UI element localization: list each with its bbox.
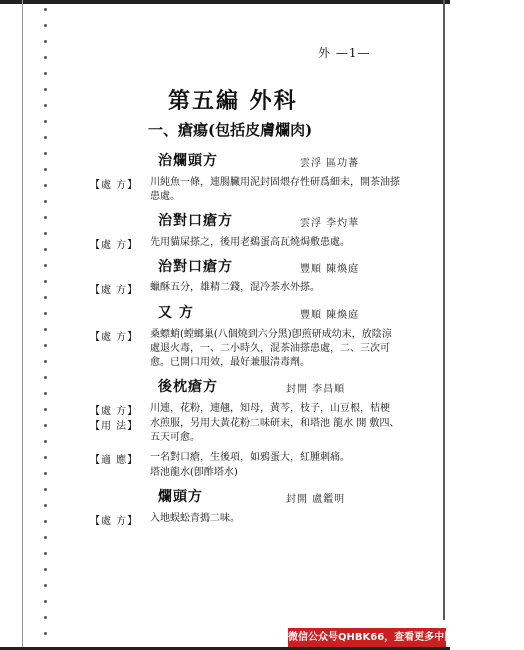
- entry-title: 治爛頭方: [158, 153, 218, 169]
- binding-hole: [44, 200, 47, 203]
- binding-hole: [44, 312, 47, 315]
- top-border: [0, 0, 450, 4]
- binding-hole: [44, 88, 47, 91]
- prescription-text: 入地蜈蚣青搗二味。: [150, 513, 240, 524]
- binding-hole: [44, 584, 47, 587]
- indication-label: 【適 應】: [90, 455, 139, 466]
- usage-text: 水煎服，另用大黃花粉二味研末，和塔池 龍水 開 敷四、五天可愈。: [150, 418, 400, 443]
- entry-author: 豐順 陳煥庭: [300, 310, 360, 321]
- binding-hole: [44, 376, 47, 379]
- left-margin-rule: [22, 0, 23, 650]
- prescription-label: 【處 方】: [90, 180, 139, 191]
- prescription-text: 桑螵蛸(螳螂巢(八個燒到六分黑)卽煎研成幼末，放陰涼處退火毒，一、二小時久，混茶油搽患處，二、三次可愈。已開口用效，最好兼服清毒劑。: [150, 329, 392, 368]
- entry-title: 又 方: [158, 305, 194, 321]
- binding-hole: [44, 184, 47, 187]
- binding-hole: [44, 56, 47, 59]
- indication-text: 一名對口瘡，生後項，如鴉蛋大，紅腫刺痛。: [150, 452, 350, 463]
- binding-hole: [44, 616, 47, 619]
- binding-hole: [44, 8, 47, 11]
- binding-hole: [44, 536, 47, 539]
- note-text: 塔池龍水(卽酢塔水): [150, 467, 238, 478]
- binding-hole: [44, 104, 47, 107]
- binding-hole: [44, 168, 47, 171]
- binding-hole: [44, 504, 47, 507]
- binding-hole: [44, 488, 47, 491]
- entry-author: 豐順 陳煥庭: [300, 264, 360, 275]
- binding-hole: [44, 248, 47, 251]
- binding-hole: [44, 520, 47, 523]
- wechat-banner[interactable]: 微信公众号QHBK66，查看更多中医书、视频、音频: [288, 628, 446, 648]
- binding-hole: [44, 408, 47, 411]
- binding-hole: [44, 264, 47, 267]
- prescription-text: 先用貓屎搽之，後用老鷄蛋高瓦燒焗敷患處。: [150, 237, 350, 248]
- binding-hole: [44, 280, 47, 283]
- binding-hole: [44, 472, 47, 475]
- binding-holes: [44, 8, 52, 648]
- entry-author: 封開 李昌順: [286, 384, 346, 395]
- binding-hole: [44, 344, 47, 347]
- binding-hole: [44, 232, 47, 235]
- binding-hole: [44, 216, 47, 219]
- right-margin-rule: [443, 0, 445, 620]
- binding-hole: [44, 152, 47, 155]
- entry-title: 後枕瘡方: [158, 379, 218, 395]
- prescription-label: 【處 方】: [90, 285, 139, 296]
- binding-hole: [44, 24, 47, 27]
- binding-hole: [44, 296, 47, 299]
- binding-hole: [44, 456, 47, 459]
- binding-hole: [44, 136, 47, 139]
- binding-hole: [44, 120, 47, 123]
- prescription-text: 蠟酥五分，雄精二錢，混冷茶水外搽。: [150, 282, 320, 293]
- page-number-header: 外 —1—: [318, 46, 371, 60]
- prescription-text: 川純魚一條，連腸臟用泥封固煨存性研爲細末，開茶油搽患處。: [150, 177, 400, 202]
- entry-title: 治對口瘡方: [158, 213, 233, 229]
- binding-hole: [44, 424, 47, 427]
- binding-hole: [44, 328, 47, 331]
- prescription-label: 【處 方】: [90, 240, 139, 251]
- entry-title: 爛頭方: [158, 489, 203, 505]
- binding-hole: [44, 568, 47, 571]
- prescription-label: 【處 方】: [90, 332, 139, 343]
- section-title: 一、瘡瘍(包括皮膚爛肉): [148, 121, 313, 139]
- binding-hole: [44, 40, 47, 43]
- binding-hole: [44, 392, 47, 395]
- binding-hole: [44, 72, 47, 75]
- usage-label: 【用 法】: [90, 421, 139, 432]
- chapter-title: 第五編 外科: [168, 88, 298, 114]
- entry-author: 雲浮 李灼華: [300, 218, 360, 229]
- binding-hole: [44, 632, 47, 635]
- binding-hole: [44, 440, 47, 443]
- entry-author: 封開 盧鑑明: [286, 494, 346, 505]
- binding-hole: [44, 552, 47, 555]
- prescription-text: 川連，花粉，連翹，知母，黄芩，枝子，山豆根，桔梗: [150, 403, 390, 414]
- binding-hole: [44, 600, 47, 603]
- entry-author: 雲浮 區功蕃: [300, 158, 360, 169]
- prescription-label: 【處 方】: [90, 406, 139, 417]
- prescription-label: 【處 方】: [90, 516, 139, 527]
- entry-title: 治對口瘡方: [158, 259, 233, 275]
- binding-hole: [44, 360, 47, 363]
